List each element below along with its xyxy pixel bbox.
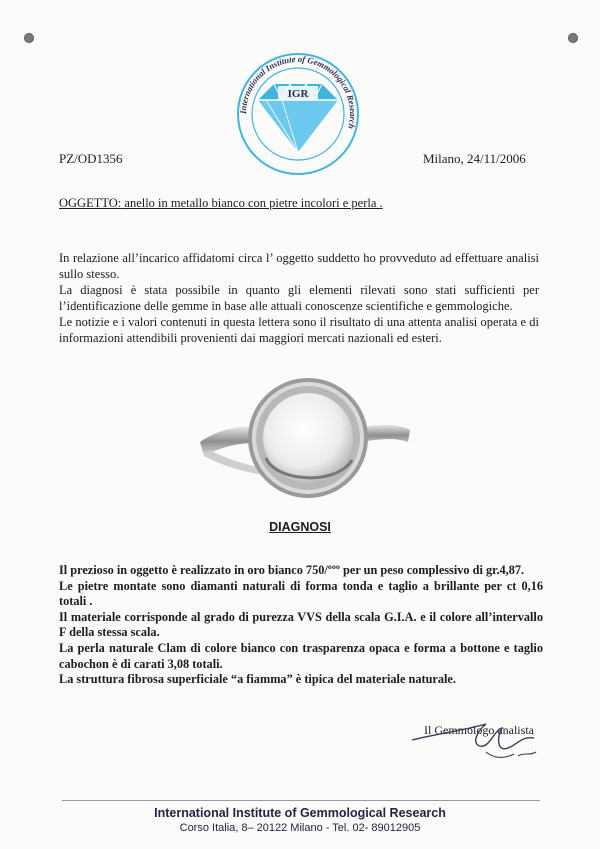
binder-hole-right — [568, 33, 578, 43]
signature-label: Il Gemmologo analista — [424, 723, 534, 737]
intro-paragraph: Le notizie e i valori contenuti in questa lettera sono il risultato di una attenta analisi operata e di informazioni attendibili provenienti dai maggiori mercati nazionali ed esteri. — [59, 315, 539, 345]
footer-divider — [62, 800, 540, 801]
binder-hole-left — [24, 33, 34, 43]
subject-label: OGGETTO: — [59, 196, 122, 210]
footer-institute-name: International Institute of Gemmological Research — [154, 806, 446, 820]
ring-photo — [196, 362, 412, 508]
handwritten-signature — [406, 712, 546, 768]
reference-number: PZ/OD1356 — [59, 151, 123, 166]
diagnosis-heading: DIAGNOSI — [269, 520, 331, 534]
logo-initials: IGR — [287, 88, 309, 100]
document-date: Milano, 24/11/2006 — [423, 151, 526, 166]
intro-text — [59, 250, 539, 346]
diagnosis-paragraph: Le pietre montate sono diamanti naturali di forma tonda e taglio a brillante per ct 0,16 totali . — [59, 578, 543, 609]
diagnosis-text — [59, 563, 543, 688]
diagnosis-paragraph: La perla naturale Clam di colore bianco con trasparenza opaca e forma a bottone e taglio cabochon è di carati 3,08 totali. — [59, 640, 543, 671]
subject-text: anello in metallo bianco con pietre incolori e perla . — [121, 196, 383, 210]
diagnosis-paragraph: Il materiale corrisponde al grado di purezza VVS della scala G.I.A. e il colore all’intervallo F della stessa scala. — [59, 609, 543, 640]
logo-ring-text: International Institute of Gemmological Research — [237, 53, 359, 130]
diagnosis-paragraph: Il prezioso in oggetto è realizzato in oro bianco 750/ººº per un peso complessivo di gr.4,87. — [59, 563, 525, 577]
subject-line — [59, 196, 383, 211]
footer-address: Corso Italia, 8– 20122 Milano - Tel. 02- 89012905 — [179, 822, 421, 834]
institute-logo — [232, 48, 364, 180]
intro-paragraph: In relazione all’incarico affidatomi circa l’ oggetto suddetto ho provveduto ad effettuare analisi sullo stesso. — [59, 251, 539, 281]
diagnosis-paragraph: La struttura fibrosa superficiale “a fiamma” è tipica del materiale naturale. — [59, 672, 456, 687]
intro-paragraph: La diagnosi è stata possibile in quanto gli elementi rilevati sono stati sufficienti per l’identificazione delle gemme in base alle attuali conoscenze scientifiche e gemmologiche. — [59, 283, 539, 313]
